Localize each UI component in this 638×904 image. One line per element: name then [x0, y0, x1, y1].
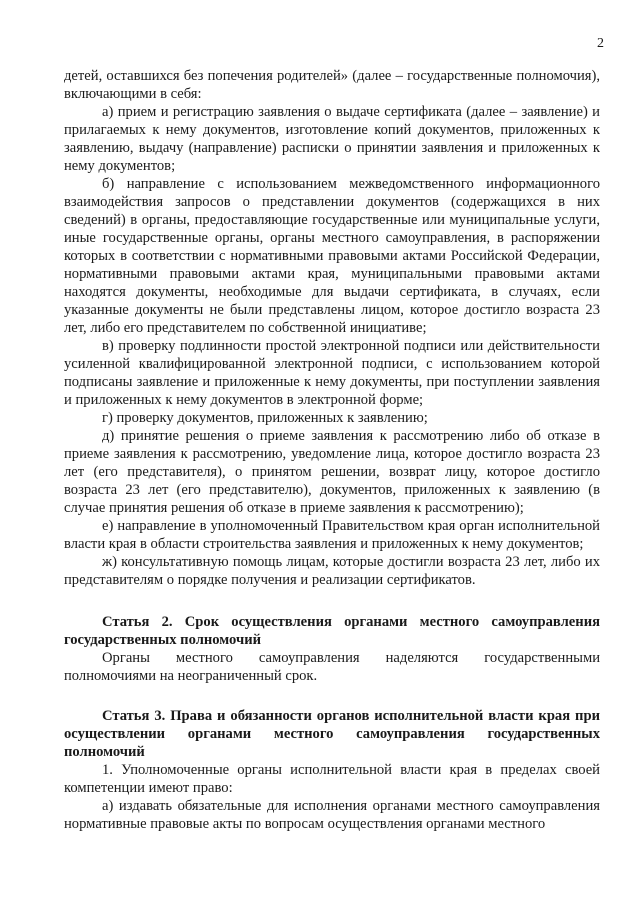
- list-item-a: а) прием и регистрацию заявления о выдаче сертификата (далее – заявление) и прилагаемых к нему документов, изготовление копий документов, приложенных к заявлению, выдачу (направление) расписки о принятии заявления и приложенных к нему документов;: [64, 104, 600, 174]
- article-3-clause-1a: а) издавать обязательные для исполнения органами местного самоуправления нормативные правовые акты по вопросам осуществления органами местного: [64, 798, 600, 832]
- article-2-heading: Статья 2. Срок осуществления органами местного самоуправления государственных полномочий: [64, 614, 600, 648]
- page-number: 2: [597, 36, 604, 51]
- document-body: [64, 67, 600, 833]
- article-2-text: Органы местного самоуправления наделяются государственными полномочиями на неограниченный срок.: [64, 650, 600, 684]
- list-item-d: д) принятие решения о приеме заявления к рассмотрению либо об отказе в приеме заявления к рассмотрению, уведомление лица, которое достигло возраста 23 лет (его представителя), о принятом решении, возврат лицу, которое достигло возраста 23 лет (его представителю), документов, приложенных к заявлению (в случае принятия решения об отказе в приеме заявления к рассмотрению);: [64, 428, 600, 516]
- article-3-clause-1: 1. Уполномоченные органы исполнительной власти края в пределах своей компетенции имеют право:: [64, 762, 600, 796]
- paragraph-continuation: детей, оставшихся без попечения родителей» (далее – государственные полномочия), включающими в себя:: [64, 68, 600, 102]
- list-item-g: г) проверку документов, приложенных к заявлению;: [102, 410, 428, 426]
- list-item-b: б) направление с использованием межведомственного информационного взаимодействия запросов о представлении документов (содержащихся в них сведений) в органы, предоставляющие государственные или муниципальные услуги, иные государственные органы, органы местного самоуправления, в распоряжении которых в соответствии с нормативными правовыми актами Российской Федерации, нормативными правовыми актами края, муниципальными правовыми актами находятся документы, необходимые для выдачи сертификата, в случаях, если указанные документы не были представлены лицом, которое достигло возраста 23 лет, либо его представителем по собственной инициативе;: [64, 176, 600, 336]
- list-item-zh: ж) консультативную помощь лицам, которые достигли возраста 23 лет, либо их представителям о порядке получения и реализации сертификатов.: [64, 554, 600, 588]
- article-3-heading: Статья 3. Права и обязанности органов исполнительной власти края при осуществлении органами местного самоуправления государственных полномочий: [64, 708, 600, 760]
- list-item-v: в) проверку подлинности простой электронной подписи или действительности усиленной квалифицированной электронной подписи, с использованием которой подписаны заявление и приложенные к нему документы, при поступлении заявления и приложенных к нему документов в электронной форме;: [64, 338, 600, 408]
- list-item-e: е) направление в уполномоченный Правительством края орган исполнительной власти края в области строительства заявления и приложенных к нему документов;: [64, 518, 600, 552]
